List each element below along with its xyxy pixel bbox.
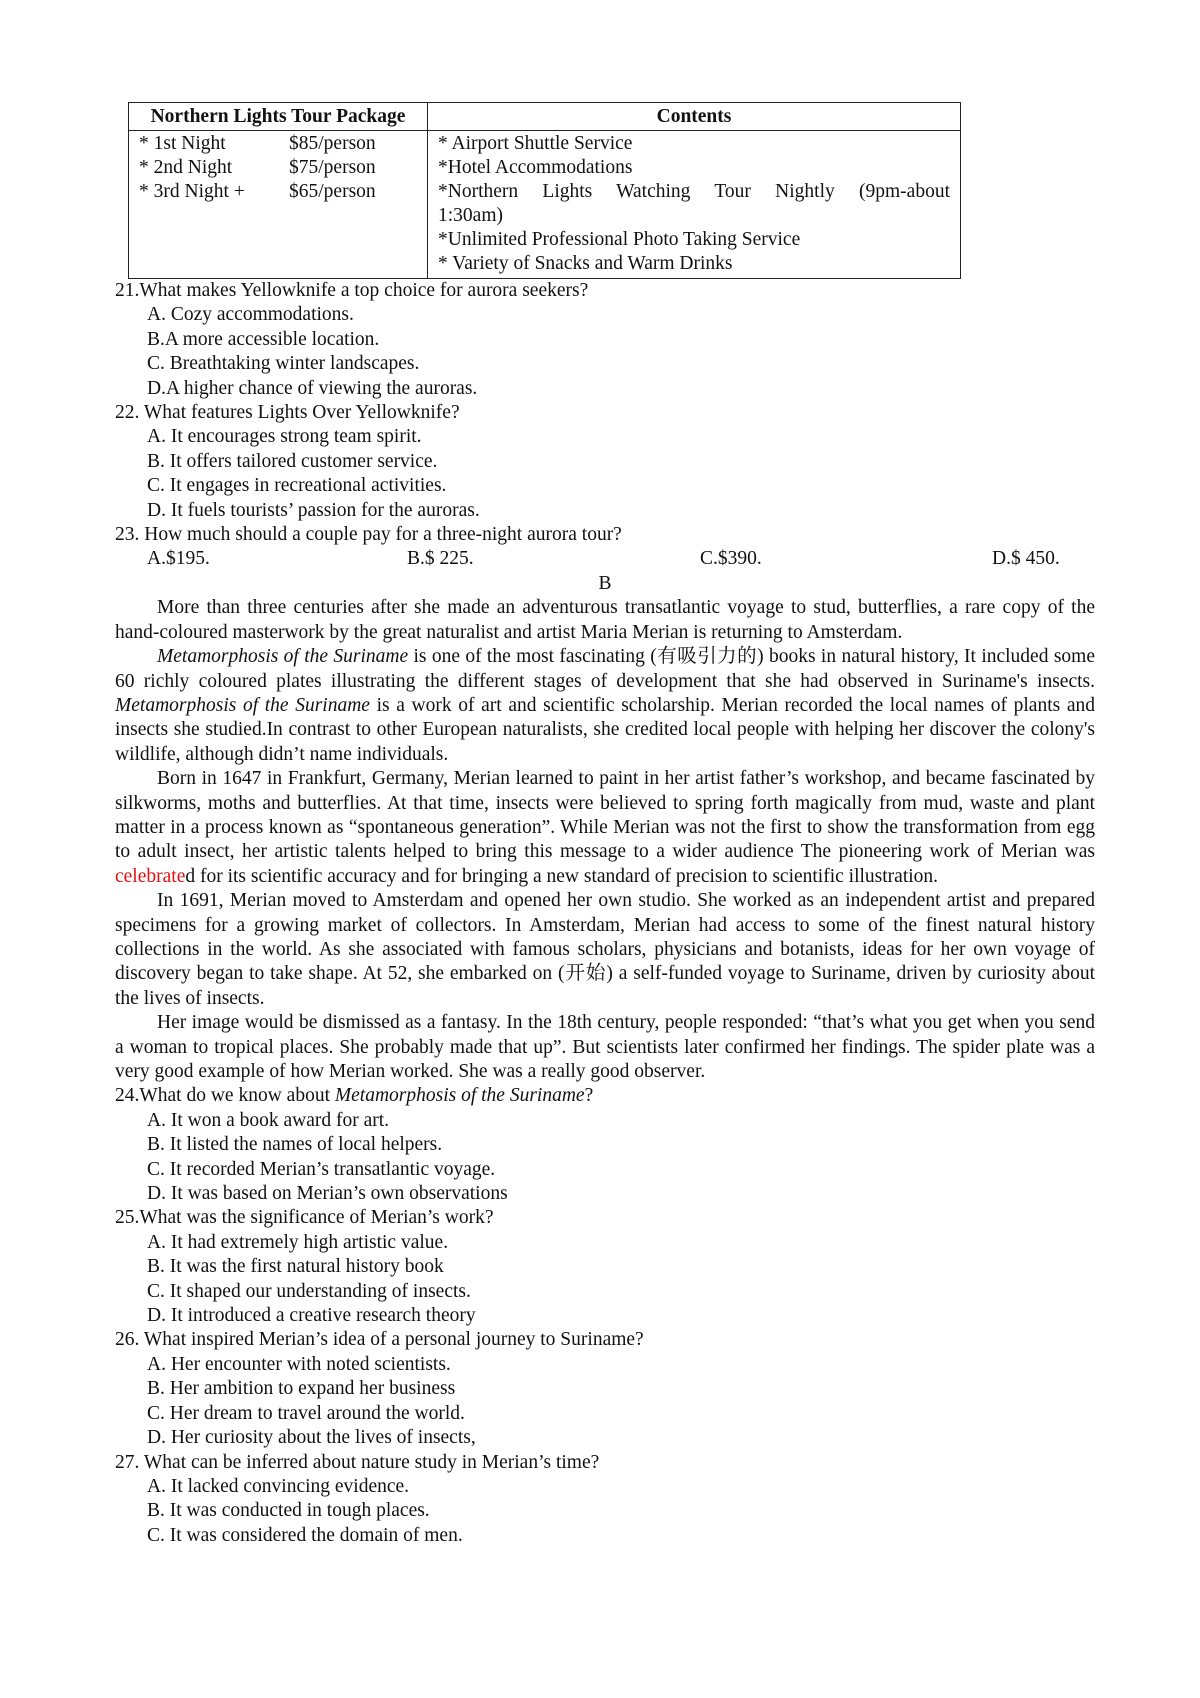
content-item: *Unlimited Professional Photo Taking Service	[438, 229, 801, 250]
option-a: A. It had extremely high artistic value.	[147, 1231, 449, 1253]
option-a: A. It won a book award for art.	[147, 1109, 390, 1131]
tour-package-table	[128, 102, 961, 279]
paragraph-text: is one of the most fascinating (有吸引力的) books in natural history, It included some 60 richly coloured plates illustrating the different stages of development that she had observed in Suriname's insects.	[115, 646, 1095, 692]
option-c: C. It recorded Merian’s transatlantic voyage.	[147, 1158, 496, 1180]
table-header-row	[129, 103, 961, 131]
option-a: A. Her encounter with noted scientists.	[147, 1353, 451, 1375]
question-27	[115, 1451, 1095, 1549]
option-b: B.$ 225.	[407, 548, 474, 570]
question-25	[115, 1206, 1095, 1328]
stem-text: ?	[584, 1085, 594, 1107]
option-b: B. It was conducted in tough places.	[147, 1500, 430, 1522]
option-c: C.$390.	[700, 548, 762, 570]
question-stem: 26. What inspired Merian’s idea of a personal journey to Suriname?	[115, 1329, 644, 1351]
paragraph-5: Her image would be dismissed as a fantasy. In the 18th century, people responded: “that’s what you get when you send a woman to tropical places. She probably made that up”. But scientists later confirmed her findings. The spider plate was a very good example of how Merian worked. She was a really good observer.	[115, 1012, 1095, 1082]
paragraph-1: More than three centuries after she made an adventurous transatlantic voyage to stud, butterflies, a rare copy of the hand-coloured masterwork by the great naturalist and artist Maria Merian is returning to Amsterdam.	[115, 597, 1095, 643]
option-d: D. It fuels tourists’ passion for the auroras.	[147, 499, 480, 521]
option-d: D. Her curiosity about the lives of insects,	[147, 1427, 476, 1449]
question-stem: 23. How much should a couple pay for a three-night aurora tour?	[115, 524, 622, 546]
options-row	[115, 547, 1095, 571]
content-item: * Variety of Snacks and Warm Drinks	[438, 253, 733, 274]
content-item: * Airport Shuttle Service	[438, 133, 633, 154]
book-title: Metamorphosis of the Suriname	[334, 1085, 585, 1107]
price-list	[129, 131, 428, 279]
price-row	[139, 156, 421, 180]
option-c: C. Her dream to travel around the world.	[147, 1402, 465, 1424]
content-item: *Northern Lights Watching Tour Nightly (9pm-about 1:30am)	[438, 181, 950, 226]
night-price: $75/person	[289, 157, 376, 178]
option-a: A. It encourages strong team spirit.	[147, 426, 422, 448]
option-b: B.A more accessible location.	[147, 328, 380, 350]
option-a: A.$195.	[147, 548, 210, 570]
night-label: * 3rd Night +	[139, 181, 245, 202]
option-b: B. Her ambition to expand her business	[147, 1378, 456, 1400]
night-price: $65/person	[289, 181, 376, 202]
option-b: B. It listed the names of local helpers.	[147, 1134, 443, 1156]
question-stem: 27. What can be inferred about nature study in Merian’s time?	[115, 1451, 600, 1473]
option-c: C. It shaped our understanding of insects.	[147, 1280, 471, 1302]
section-heading: B	[598, 572, 612, 594]
paragraph-2	[115, 645, 1095, 767]
question-24	[115, 1084, 1095, 1206]
book-title: Metamorphosis of the Suriname	[115, 694, 370, 716]
night-price: $85/person	[289, 133, 376, 154]
option-c: C. Breathtaking winter landscapes.	[147, 353, 420, 375]
question-23	[115, 523, 1095, 572]
paragraph-text: d for its scientific accuracy and for bringing a new standard of precision to scientific illustration.	[185, 865, 939, 887]
night-label: * 2nd Night	[139, 157, 233, 178]
stem-text: 24.What do we know about	[115, 1085, 335, 1107]
option-c: C. It was considered the domain of men.	[147, 1524, 463, 1546]
question-stem	[115, 1084, 1095, 1108]
paragraph-3	[115, 767, 1095, 889]
highlighted-word: celebrate	[115, 865, 186, 887]
option-d: D.A higher chance of viewing the auroras.	[147, 377, 478, 399]
question-stem: 22. What features Lights Over Yellowknife?	[115, 402, 460, 424]
question-21	[115, 279, 1095, 401]
option-b: B. It offers tailored customer service.	[147, 450, 438, 472]
contents-list	[428, 131, 961, 279]
question-22	[115, 401, 1095, 523]
option-d: D.$ 450.	[992, 548, 1060, 570]
option-d: D. It introduced a creative research theory	[147, 1305, 476, 1327]
price-row	[139, 180, 421, 204]
passage-b	[115, 596, 1095, 1084]
book-title: Metamorphosis of the Suriname	[157, 646, 409, 668]
question-stem: 25.What was the significance of Merian’s work?	[115, 1207, 494, 1229]
option-a: A. It lacked convincing evidence.	[147, 1475, 410, 1497]
option-c: C. It engages in recreational activities.	[147, 475, 447, 497]
table-body-row	[129, 131, 961, 279]
question-stem: 21.What makes Yellowknife a top choice for aurora seekers?	[115, 280, 589, 301]
option-a: A. Cozy accommodations.	[147, 304, 354, 326]
header-package: Northern Lights Tour Package	[129, 103, 428, 131]
header-contents: Contents	[428, 103, 961, 131]
question-26	[115, 1328, 1095, 1450]
paragraph-text: Born in 1647 in Frankfurt, Germany, Merian learned to paint in her artist father’s workshop, and became fascinated by silkworms, moths and butterflies. At that time, insects were believed to spring forth magically from mud, waste and plant matter in a process known as “spontaneous generation”. While Merian was not the first to show the transformation from egg to adult insect, her artistic talents helped to bring this message to a wider audience The pioneering work of Merian was	[115, 768, 1095, 863]
option-d: D. It was based on Merian’s own observations	[147, 1183, 508, 1205]
price-row	[139, 132, 421, 156]
content-item: *Hotel Accommodations	[438, 157, 633, 178]
paragraph-4: In 1691, Merian moved to Amsterdam and opened her own studio. She worked as an independent artist and prepared specimens for a growing market of collectors. In Amsterdam, Merian had access to some of the finest natural history collections in the world. As she associated with famous scholars, physicians and botanists, ideas for her own voyage of discovery began to take shape. At 52, she embarked on (开始) a self-funded voyage to Suriname, driven by curiosity about the lives of insects.	[115, 890, 1095, 1009]
paragraph-text: is a work of art and scientific scholarship. Merian recorded the local names of plants and insects she studied.In contrast to other European naturalists, she credited local people with helping her discover the colony's wildlife, although didn’t name individuals.	[115, 694, 1095, 765]
night-label: * 1st Night	[139, 133, 226, 154]
option-b: B. It was the first natural history book	[147, 1256, 444, 1278]
exam-page	[115, 102, 1095, 1548]
